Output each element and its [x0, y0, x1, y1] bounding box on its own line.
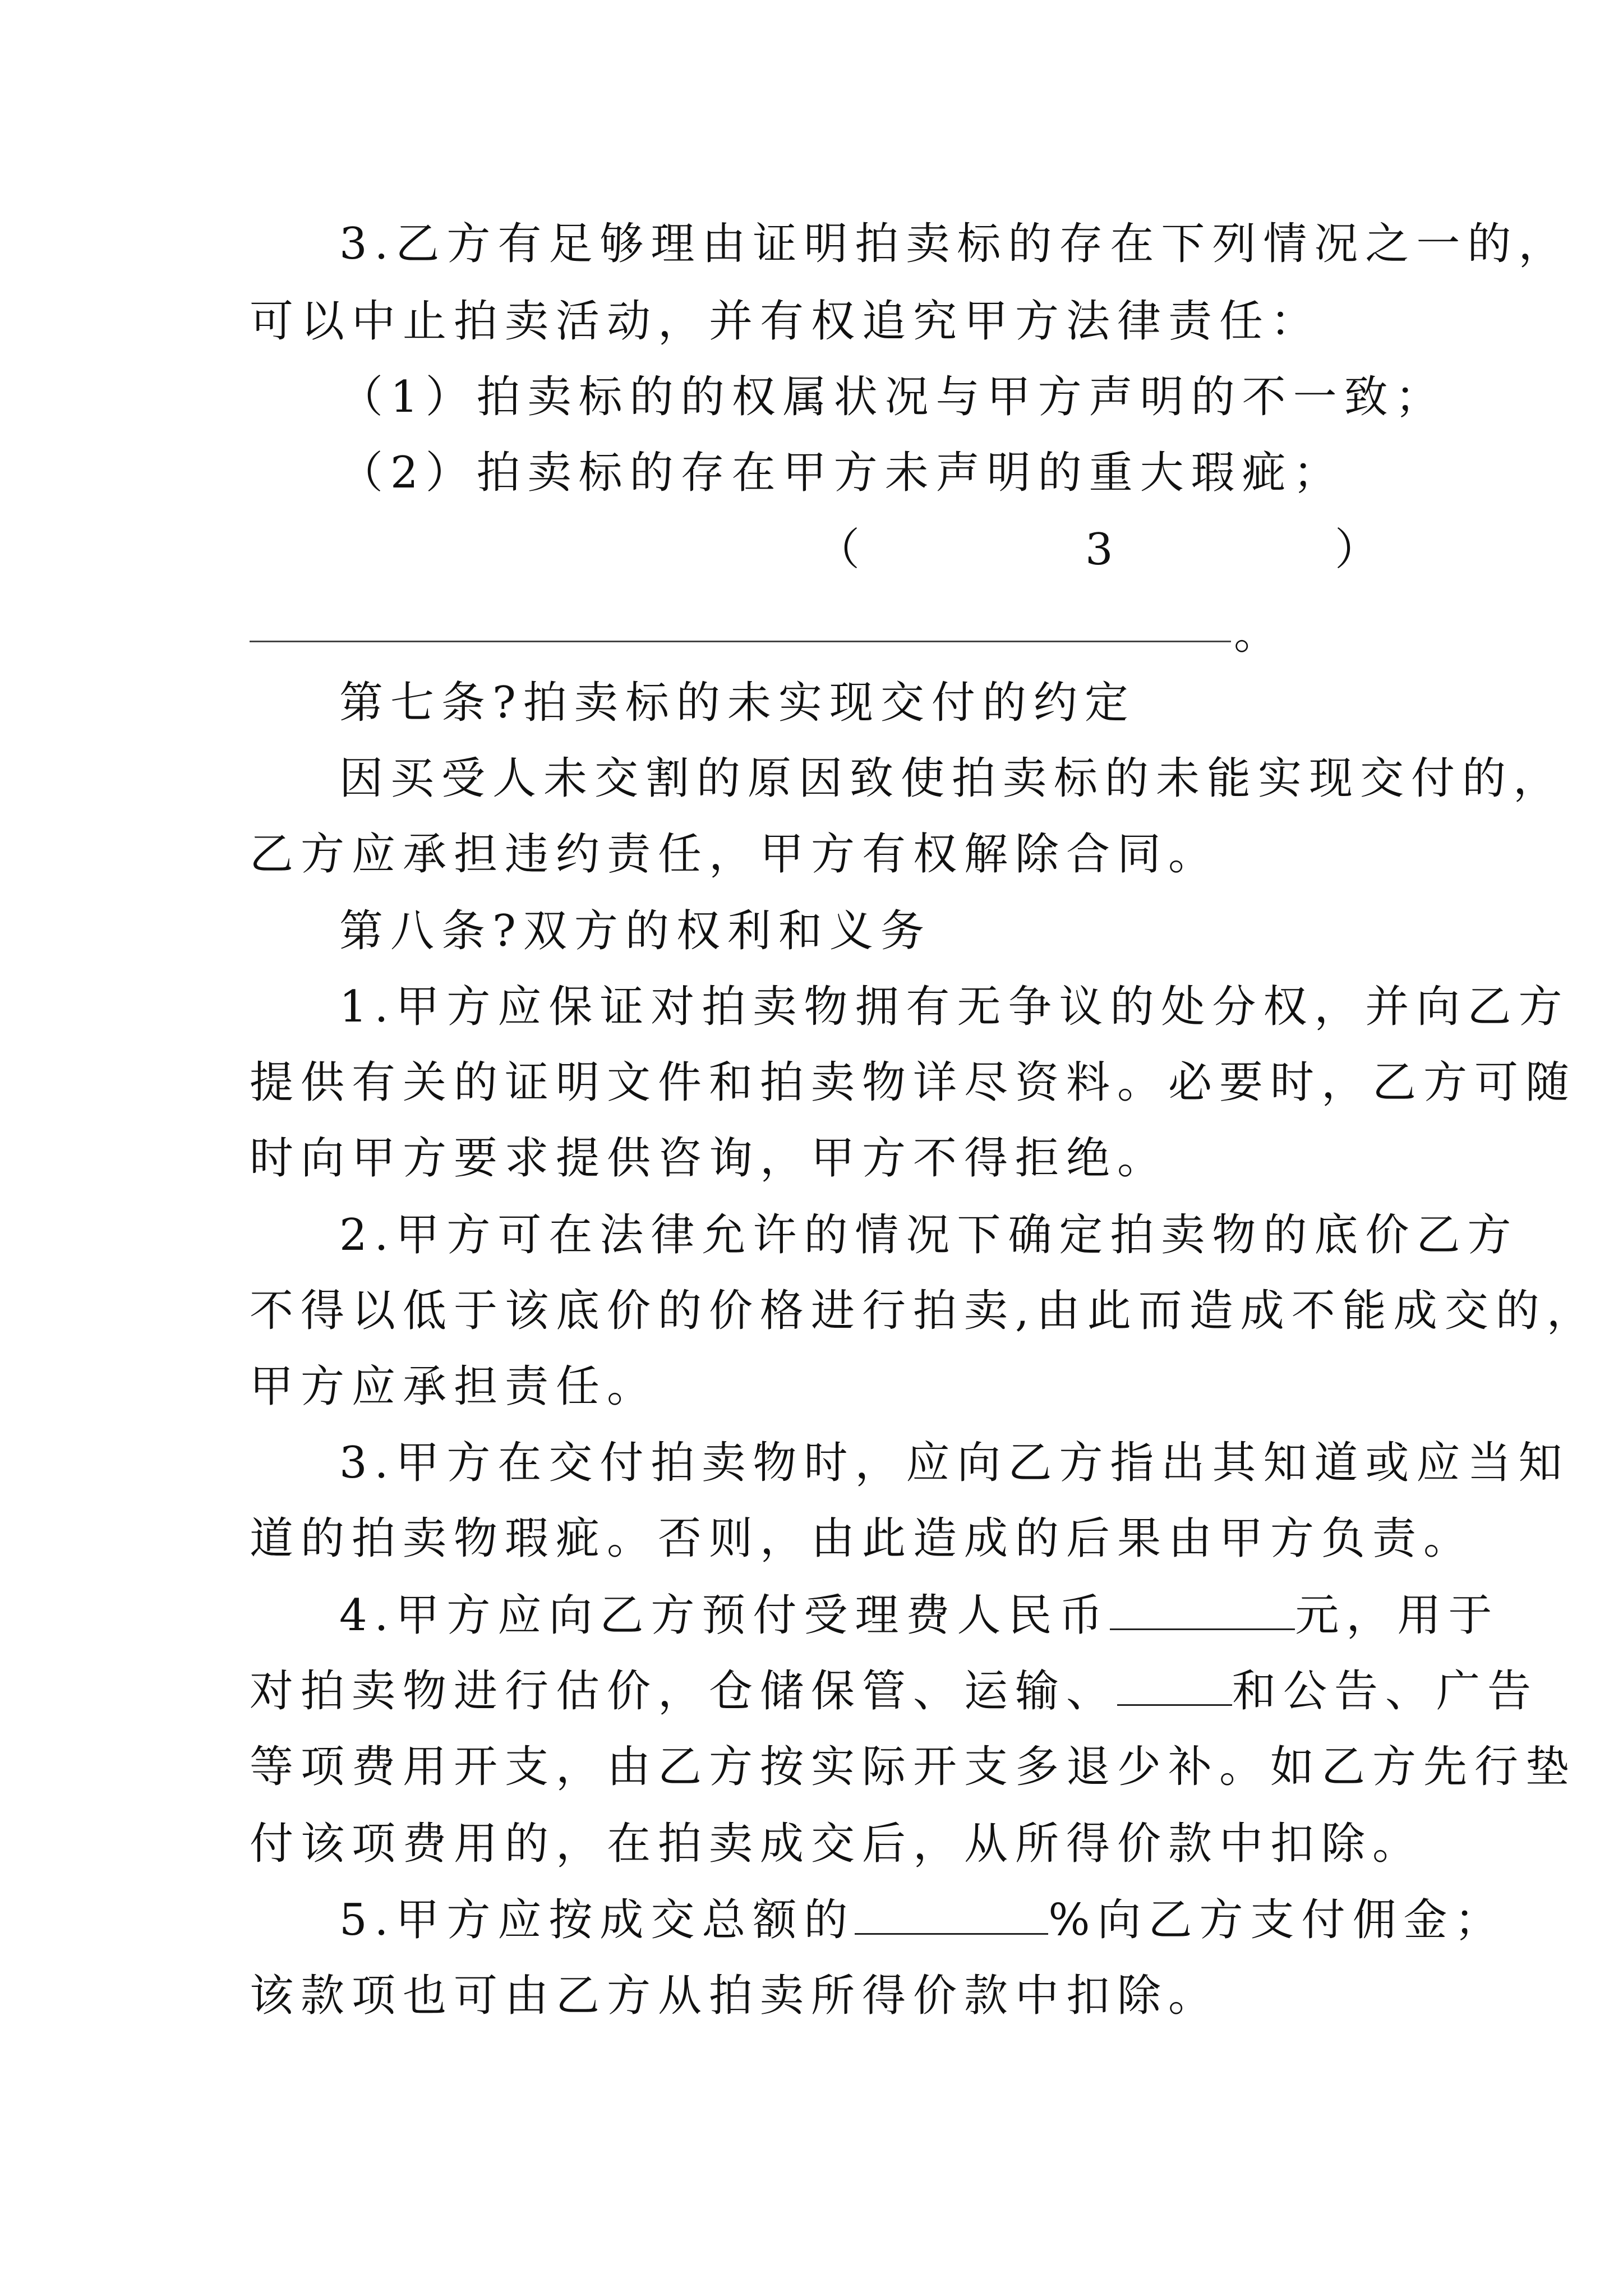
text-segment: 和公告、广告	[1232, 1666, 1539, 1717]
paragraph-line: 2.甲方可在法律允许的情况下确定拍卖物的底价乙方	[339, 1210, 1519, 1260]
text-segment: 对拍卖物进行估价，仓储保管、运输、	[250, 1666, 1118, 1717]
list-item-open-paren: （	[816, 524, 868, 575]
list-item-close-paren: ）	[1335, 524, 1386, 575]
text-segment: 元，用于	[1295, 1590, 1500, 1641]
paragraph-line: 等项费用开支，由乙方按实际开支多退少补。如乙方先行垫	[250, 1742, 1577, 1792]
paragraph-line	[250, 1663, 1539, 1719]
text-segment: %向乙方支付佣金；	[1048, 1895, 1506, 1945]
paragraph-line: 甲方应承担责任。	[250, 1361, 658, 1412]
paragraph-line: 付该项费用的，在拍卖成交后，从所得价款中扣除。	[250, 1819, 1424, 1869]
paragraph-line	[339, 1892, 1506, 1948]
section-heading: 第八条?双方的权利和义务	[339, 906, 932, 956]
list-item	[250, 522, 1405, 578]
paragraph-line: 3.乙方有足够理由证明拍卖标的存在下列情况之一的，	[339, 219, 1570, 269]
sentence-end-mark: 。	[1234, 609, 1278, 659]
paragraph-line: 3.甲方在交付拍卖物时，应向乙方指出其知道或应当知	[339, 1438, 1570, 1488]
commission-percent-blank	[855, 1894, 1048, 1935]
text-segment: 4.甲方应向乙方预付受理费人民币	[339, 1590, 1110, 1641]
paragraph-line	[339, 1588, 1500, 1644]
paragraph-line: 时向甲方要求提供咨询，甲方不得拒绝。	[250, 1133, 1169, 1184]
list-item: （2）拍卖标的存在甲方未声明的重大瑕疵；	[339, 448, 1344, 498]
section-heading: 第七条?拍卖标的未实现交付的约定	[339, 678, 1136, 728]
expense-item-blank	[1117, 1665, 1232, 1706]
list-item-number: 3	[1085, 524, 1121, 575]
text-segment: 5.甲方应按成交总额的	[339, 1895, 855, 1945]
paragraph-line: 1.甲方应保证对拍卖物拥有无争议的处分权，并向乙方	[339, 982, 1570, 1032]
paragraph-line: 不得以低于该底价的价格进行拍卖,由此而造成不能成交的，	[250, 1286, 1598, 1336]
paragraph-line: 提供有关的证明文件和拍卖物详尽资料。必要时，乙方可随	[250, 1057, 1577, 1108]
paragraph-line: 乙方应承担违约责任，甲方有权解除合同。	[250, 829, 1220, 880]
list-item: （1）拍卖标的的权属状况与甲方声明的不一致；	[339, 372, 1446, 422]
paragraph-line: 因买受人未交割的原因致使拍卖标的未能实现交付的，	[339, 753, 1565, 804]
paragraph-line: 可以中止拍卖活动，并有权追究甲方法律责任：	[250, 296, 1322, 347]
fee-amount-blank	[1110, 1589, 1295, 1630]
paragraph-line: 该款项也可由乙方从拍卖所得价款中扣除。	[250, 1971, 1220, 2021]
paragraph-line: 道的拍卖物瑕疵。否则，由此造成的后果由甲方负责。	[250, 1513, 1475, 1564]
fill-in-blank-line	[250, 641, 1231, 642]
